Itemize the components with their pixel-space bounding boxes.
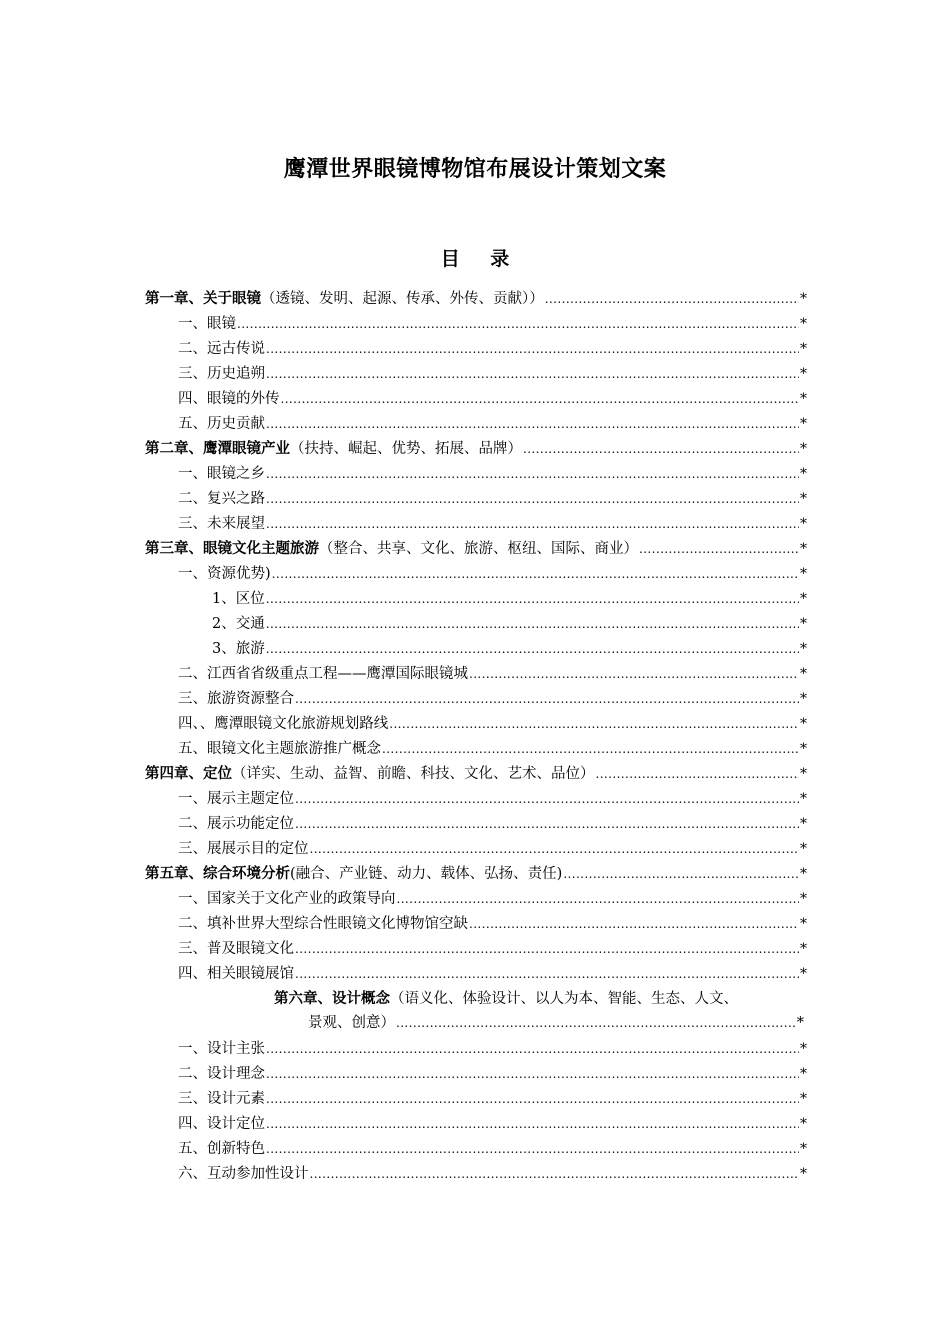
entry-text: 设计理念 — [207, 1066, 265, 1082]
chapter-number: 第一章、 — [145, 290, 203, 307]
page-number: * — [800, 1041, 807, 1057]
leader-dots — [396, 1011, 796, 1036]
entry-text: 三、 — [178, 691, 207, 707]
entry-text: 二、 — [178, 1066, 207, 1082]
leader-dots — [545, 288, 799, 310]
toc-item[interactable] — [178, 1163, 807, 1185]
page-number: * — [800, 441, 807, 457]
entry-text: 一、 — [178, 316, 207, 332]
leader-dots — [639, 538, 799, 560]
page-number: * — [800, 541, 807, 557]
leader-dots — [266, 638, 799, 660]
leader-dots — [266, 338, 799, 360]
page-number: * — [800, 1166, 807, 1182]
entry-text: 二、 — [178, 341, 207, 357]
leader-dots — [266, 1063, 799, 1085]
entry-text: 展示功能定位 — [207, 816, 294, 832]
entry-text: 五、 — [178, 741, 207, 757]
entry-text: 眼镜之乡 — [207, 466, 265, 482]
entry-text: 设计元素 — [207, 1091, 265, 1107]
leader-dots — [310, 1163, 800, 1185]
entry-text: 第五章、 — [145, 865, 203, 882]
toc-chapter-5[interactable] — [145, 863, 807, 885]
entry-text: 旅游资源整合 — [207, 691, 294, 707]
leader-dots — [310, 838, 800, 860]
entry-text: 一、 — [178, 791, 207, 807]
toc-chapter-3[interactable] — [145, 538, 807, 560]
entry-text: 综合环境分析 — [203, 865, 290, 882]
chapter-keywords-cont: 景观、创意） — [308, 1015, 395, 1031]
page-number: * — [800, 766, 807, 782]
leader-dots — [389, 713, 799, 735]
page-number: * — [800, 1066, 807, 1082]
leader-dots — [266, 463, 799, 485]
entry-text: (融合、产业链、动力、载体、弘扬、责任) — [290, 866, 563, 882]
leader-dots — [266, 1113, 799, 1135]
page-number: * — [800, 791, 807, 807]
leader-dots — [237, 313, 799, 335]
page-number: * — [800, 616, 807, 632]
entry-text: 3、 — [212, 641, 236, 657]
entry-text: 眼镜文化主题旅游推广概念 — [207, 741, 381, 757]
leader-dots — [469, 663, 799, 685]
page-number: * — [800, 316, 807, 332]
page-number: * — [800, 716, 807, 732]
page-number: * — [800, 566, 807, 582]
toc-item[interactable] — [178, 963, 807, 985]
leader-dots — [266, 488, 799, 510]
page-number: * — [800, 1091, 807, 1107]
entry-text: 三、 — [178, 841, 207, 857]
toc-heading: 目 录 — [440, 248, 522, 270]
entry-text: 四、 — [178, 1116, 207, 1132]
entry-text: 历史追朔 — [207, 366, 265, 382]
entry-text: 一、 — [178, 1041, 207, 1057]
entry-text: 未来展望 — [207, 516, 265, 532]
entry-text: 区位 — [235, 591, 265, 607]
toc-item[interactable] — [178, 563, 807, 585]
entry-text: 历史贡献 — [207, 416, 265, 432]
entry-text: 填补世界大型综合性眼镜文化博物馆空缺 — [207, 916, 468, 932]
entry-text: 眼镜 — [207, 316, 236, 332]
page-number: * — [800, 891, 807, 907]
chapter-keywords: （语义化、体验设计、以人为本、智能、生态、人文、 — [390, 991, 738, 1007]
entry-text: 普及眼镜文化 — [207, 941, 294, 957]
entry-text: 眼镜的外传 — [207, 391, 280, 407]
document-title: 鹰潭世界眼镜博物馆布展设计策划文案 — [283, 156, 667, 182]
toc-item[interactable] — [178, 688, 807, 710]
entry-text: 江西省省级重点工程——鹰潭国际眼镜城 — [207, 666, 468, 682]
leader-dots — [266, 413, 799, 435]
page-number: * — [800, 866, 807, 882]
entry-text: （详实、生动、益智、前瞻、科技、文化、艺术、品位） — [232, 766, 595, 782]
entry-text: 五、 — [178, 1141, 207, 1157]
toc-item[interactable] — [178, 313, 807, 335]
leader-dots — [266, 1088, 799, 1110]
toc-item[interactable] — [178, 663, 807, 685]
entry-text: 三、 — [178, 366, 207, 382]
toc-item[interactable] — [178, 413, 807, 435]
leader-dots — [295, 688, 799, 710]
leader-dots — [596, 763, 800, 785]
toc-item[interactable] — [178, 338, 807, 360]
entry-text: 1、 — [212, 591, 236, 607]
entry-text: 国家关于文化产业的政策导向 — [207, 891, 396, 907]
leader-dots — [469, 913, 799, 935]
toc-item[interactable] — [178, 738, 807, 760]
entry-text: 设计定位 — [207, 1116, 265, 1132]
entry-text: 一、 — [178, 466, 207, 482]
leader-dots — [266, 1038, 799, 1060]
entry-text: 2、 — [212, 616, 236, 632]
chapter-number: 第六章、 — [274, 990, 332, 1007]
toc-item[interactable] — [178, 888, 807, 910]
toc-item[interactable] — [178, 1038, 807, 1060]
leader-dots — [281, 388, 800, 410]
page-number: * — [800, 1141, 807, 1157]
page-number: * — [800, 641, 807, 657]
leader-dots — [397, 888, 800, 910]
entry-text: 眼镜文化主题旅游 — [203, 540, 319, 557]
toc-item[interactable] — [178, 938, 807, 960]
page-number: * — [800, 941, 807, 957]
toc-subitem[interactable] — [212, 613, 807, 635]
toc-item[interactable] — [178, 813, 807, 835]
toc-chapter-2[interactable] — [145, 438, 807, 460]
entry-text: 四、 — [178, 966, 207, 982]
entry-text: 二、 — [178, 816, 207, 832]
toc-item[interactable] — [178, 713, 807, 735]
leader-dots — [295, 813, 799, 835]
toc-item[interactable] — [178, 463, 807, 485]
entry-text: 、鹰潭眼镜文化旅游规划路线 — [199, 716, 389, 732]
entry-text: 第二章、 — [145, 440, 203, 457]
chapter-keywords: （透镜、发明、起源、传承、外传、贡献）） — [261, 291, 544, 307]
toc-item[interactable] — [178, 913, 807, 935]
toc-item[interactable] — [178, 488, 807, 510]
entry-text: 定位 — [203, 765, 232, 782]
entry-text: 二、 — [178, 666, 207, 682]
page-number: * — [796, 1015, 804, 1031]
page-number: * — [800, 666, 807, 682]
leader-dots — [272, 563, 799, 585]
page-number: * — [800, 591, 807, 607]
leader-dots — [523, 438, 799, 460]
toc-item[interactable] — [178, 1138, 807, 1160]
leader-dots — [295, 938, 799, 960]
page-number: * — [800, 366, 807, 382]
entry-text: 相关眼镜展馆 — [207, 966, 294, 982]
entry-text: 交通 — [235, 616, 265, 632]
leader-dots — [266, 1138, 799, 1160]
leader-dots — [563, 863, 799, 885]
toc-item[interactable] — [178, 513, 807, 535]
page-number: * — [800, 341, 807, 357]
entry-text: 三、 — [178, 516, 207, 532]
toc-item[interactable] — [178, 838, 807, 860]
toc-chapter-1[interactable] — [145, 288, 807, 310]
toc-item[interactable] — [178, 363, 807, 385]
page-number: * — [800, 966, 807, 982]
page-number: * — [800, 491, 807, 507]
entry-text: 一、 — [178, 566, 207, 582]
toc-subitem[interactable] — [212, 588, 807, 610]
leader-dots — [382, 738, 799, 760]
leader-dots — [266, 613, 799, 635]
entry-text: 鹰潭眼镜产业 — [203, 440, 290, 457]
entry-text: 设计主张 — [207, 1041, 265, 1057]
page-number: * — [800, 391, 807, 407]
page-number: * — [800, 416, 807, 432]
entry-text: 二、 — [178, 491, 207, 507]
entry-text: 一、 — [178, 891, 207, 907]
entry-text: 三、 — [178, 1091, 207, 1107]
entry-text: 复兴之路 — [207, 491, 265, 507]
entry-text: 展展示目的定位 — [207, 841, 309, 857]
toc-item[interactable] — [178, 388, 807, 410]
toc-item[interactable] — [178, 1088, 807, 1110]
page-number: * — [800, 816, 807, 832]
entry-text: （整合、共享、文化、旅游、枢纽、国际、商业） — [319, 541, 638, 557]
leader-dots — [266, 513, 799, 535]
chapter-title: 关于眼镜 — [203, 290, 261, 307]
leader-dots — [266, 363, 799, 385]
entry-text: 六、 — [178, 1166, 207, 1182]
chapter-title: 设计概念 — [332, 990, 390, 1007]
toc-subitem[interactable] — [212, 638, 807, 660]
toc-item[interactable] — [178, 1063, 807, 1085]
page-number: * — [800, 1116, 807, 1132]
page-number: * — [800, 741, 807, 757]
entry-text: 四、 — [178, 716, 200, 732]
entry-text: 四、 — [178, 391, 207, 407]
page-number: * — [800, 916, 807, 932]
entry-text: 第四章、 — [145, 765, 203, 782]
toc-item[interactable] — [178, 788, 807, 810]
toc-chapter-6[interactable] — [274, 986, 819, 1036]
entry-text: 资源优势) — [207, 566, 271, 582]
entry-text: 三、 — [178, 941, 207, 957]
toc-item[interactable] — [178, 1113, 807, 1135]
toc-chapter-4[interactable] — [145, 763, 807, 785]
entry-text: 第三章、 — [145, 540, 203, 557]
entry-text: 展示主题定位 — [207, 791, 294, 807]
page-number: * — [800, 841, 807, 857]
page-number: * — [800, 516, 807, 532]
entry-text: 旅游 — [235, 641, 265, 657]
entry-text: （扶持、崛起、优势、拓展、品牌） — [290, 441, 522, 457]
entry-text: 二、 — [178, 916, 207, 932]
page-number: * — [800, 291, 807, 307]
entry-text: 互动参加性设计 — [207, 1166, 309, 1182]
leader-dots — [295, 963, 799, 985]
entry-text: 远古传说 — [207, 341, 265, 357]
entry-text: 五、 — [178, 416, 207, 432]
leader-dots — [295, 788, 799, 810]
page-number: * — [800, 691, 807, 707]
entry-text: 创新特色 — [207, 1141, 265, 1157]
page-number: * — [800, 466, 807, 482]
leader-dots — [266, 588, 799, 610]
